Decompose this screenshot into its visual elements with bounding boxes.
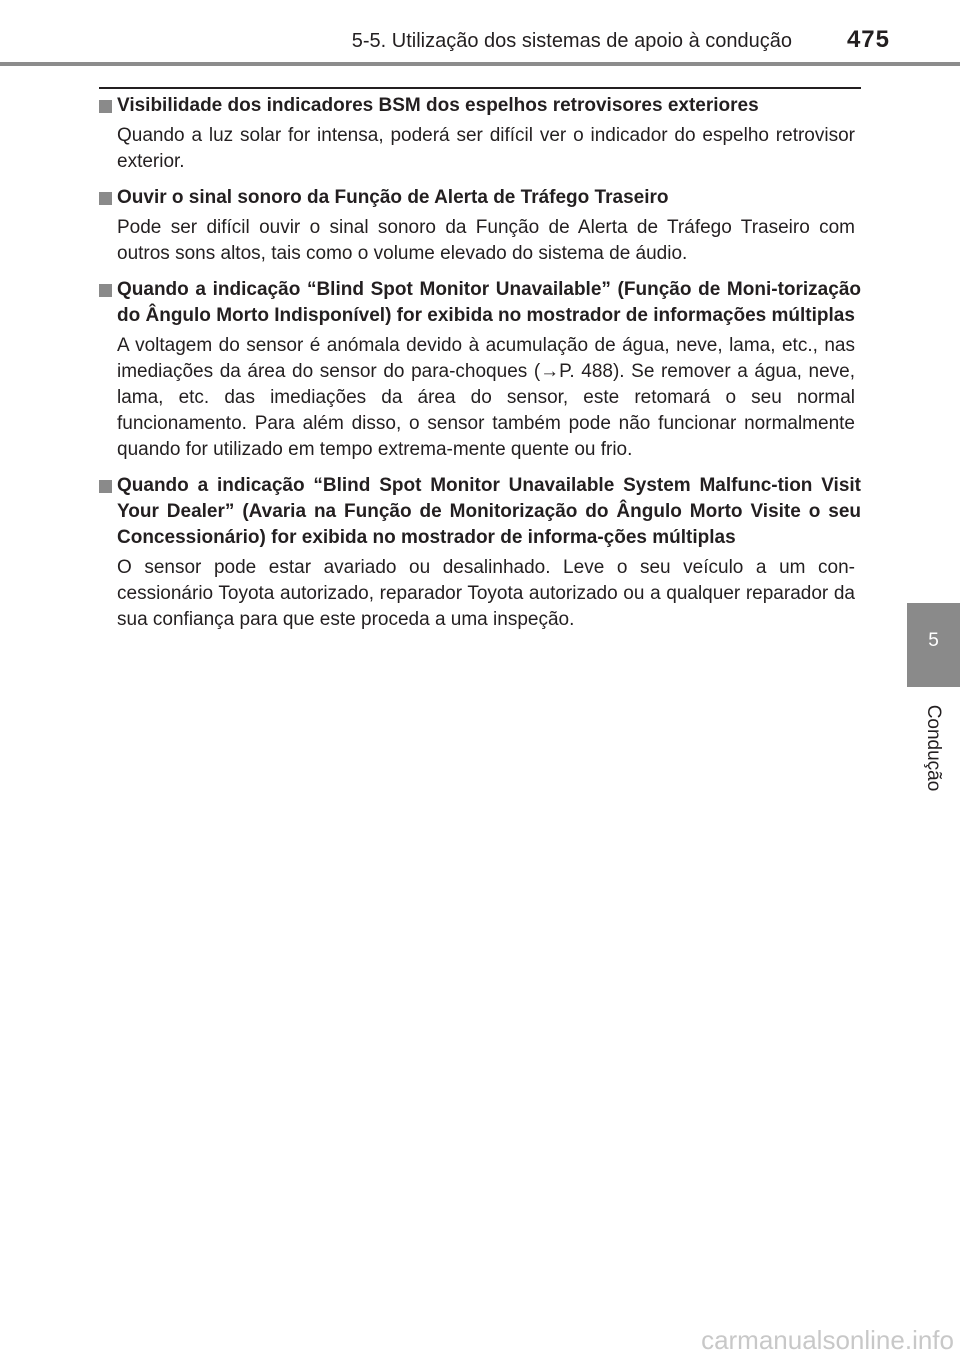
- watermark: carmanualsonline.info: [701, 1325, 954, 1355]
- section-heading: [99, 277, 861, 329]
- body-text-part: ). Se remover a água, neve, lama, etc. das imediações da área do sensor, este retomará o seu normal funcionamento. Para além disso, o sensor também pode não funcionar normalmente quando for utilizado em tempo extrema-mente quente ou frio.: [117, 361, 856, 460]
- section-body: Pode ser difícil ouvir o sinal sonoro da Função de Alerta de Tráfego Traseiro com outros sons altos, tais como o volume elevado do sistema de áudio.: [117, 217, 855, 264]
- section-heading-text: Quando a indicação “Blind Spot Monitor Unavailable” (Função de Moni-torização do Ângulo Morto Indisponível) for exibida no mostrador de informações múltiplas: [117, 279, 861, 326]
- chapter-label-text: Condução: [923, 704, 944, 792]
- section-heading: [99, 93, 861, 119]
- page-content: [99, 93, 861, 643]
- section-bsm-malfunction: [99, 473, 861, 633]
- square-bullet-icon: [99, 284, 112, 297]
- page-number: 475: [846, 26, 890, 53]
- section-bsm-visibility: [99, 93, 861, 175]
- square-bullet-icon: [99, 480, 112, 493]
- section-heading: [99, 185, 861, 211]
- right-arrow-icon: →: [540, 361, 560, 382]
- section-bsm-unavailable: [99, 277, 861, 463]
- section-heading-text: Ouvir o sinal sonoro da Função de Alerta de Tráfego Traseiro: [117, 187, 669, 208]
- section-title: 5-5. Utilização dos sistemas de apoio à condução: [351, 30, 792, 52]
- chapter-label: [908, 700, 958, 800]
- body-text-part: A voltagem do sensor é anómala devido à acumulação de água, neve, lama, etc., nas imediações da área do sensor do para-choques (: [117, 335, 855, 382]
- chapter-tab: [907, 603, 960, 687]
- content-divider: [99, 87, 861, 89]
- section-heading: [99, 473, 861, 551]
- section-body: [99, 333, 861, 463]
- section-body: Quando a luz solar for intensa, poderá ser difícil ver o indicador do espelho retrovisor exterior.: [117, 125, 855, 172]
- chapter-number: 5: [928, 630, 939, 651]
- square-bullet-icon: [99, 100, 112, 113]
- page-reference-link[interactable]: P. 488: [559, 361, 613, 382]
- header-divider: [0, 62, 960, 66]
- page-header: [0, 0, 960, 66]
- section-rear-traffic-sound: [99, 185, 861, 267]
- section-body: O sensor pode estar avariado ou desalinhado. Leve o seu veículo a um con-cessionário Toyota autorizado, reparador Toyota autorizado ou a qualquer reparador da sua confiança para que este proceda a uma inspeção.: [117, 557, 855, 630]
- section-heading-text: Visibilidade dos indicadores BSM dos espelhos retrovisores exteriores: [117, 95, 759, 116]
- square-bullet-icon: [99, 192, 112, 205]
- section-heading-text: Quando a indicação “Blind Spot Monitor Unavailable System Malfunc-tion Visit Your Dealer” (Avaria na Função de Monitorização do Ângulo Morto Visite o seu Concessionário) for exibida no mostrador de informa-ções múltiplas: [117, 475, 861, 548]
